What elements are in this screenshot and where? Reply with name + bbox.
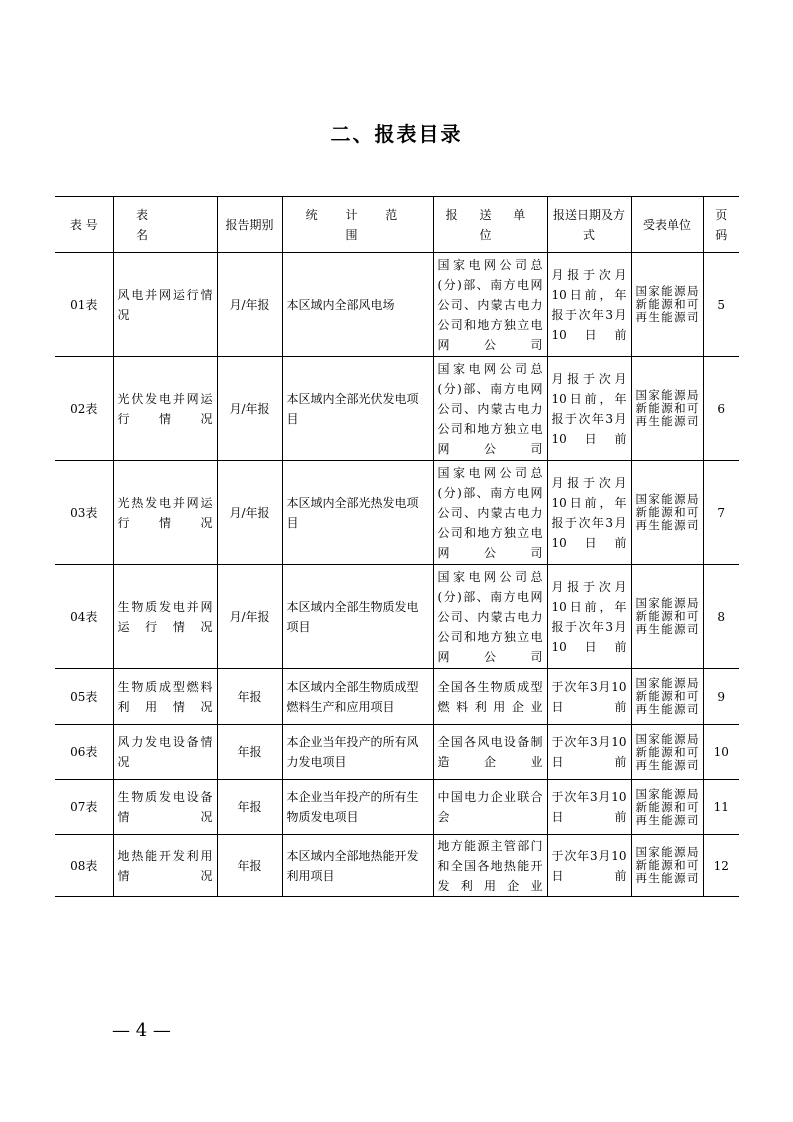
row-scope: 本区域内全部生物质成型燃料生产和应用项目 — [282, 669, 433, 725]
row-name: 风力发电设备情况 — [113, 725, 217, 780]
row-code: 01表 — [70, 297, 98, 312]
page-number: — 4 — — [112, 1020, 171, 1041]
row-name: 生物质发电设备情况 — [113, 780, 217, 835]
row-period: 月/年报 — [217, 253, 282, 357]
row-deadline: 于次年3月10日前 — [547, 780, 631, 835]
header-code: 表 号 — [69, 217, 98, 232]
row-page: 8 — [703, 565, 739, 669]
row-code: 02表 — [70, 401, 98, 416]
row-deadline: 月报于次月10日前，年报于次年3月10日前 — [547, 461, 631, 565]
row-deadline: 于次年3月10日前 — [547, 725, 631, 780]
row-receiver: 国家能源局新能源和可再生能源司 — [631, 357, 703, 461]
row-period: 年报 — [217, 725, 282, 780]
header-reporter: 报 送 单 位 — [433, 197, 547, 253]
header-name: 表 名 — [113, 197, 217, 253]
page-title: 二、报表目录 — [330, 122, 463, 146]
table-row — [55, 565, 739, 669]
row-scope: 本区域内全部生物质发电项目 — [282, 565, 433, 669]
header-page: 页码 — [703, 197, 739, 253]
row-name: 风电并网运行情况 — [113, 253, 217, 357]
row-period: 年报 — [217, 669, 282, 725]
row-reporter: 全国各生物质成型燃料利用企业 — [433, 669, 547, 725]
table-row — [55, 461, 739, 565]
table-row — [55, 780, 739, 835]
row-scope: 本区域内全部风电场 — [282, 253, 433, 357]
row-deadline: 月报于次月10日前，年报于次年3月10日前 — [547, 357, 631, 461]
row-reporter: 全国各风电设备制造企业 — [433, 725, 547, 780]
row-period: 月/年报 — [217, 461, 282, 565]
header-row — [55, 197, 739, 253]
table-row — [55, 253, 739, 357]
row-code: 07表 — [70, 800, 98, 814]
row-deadline: 于次年3月10日前 — [547, 835, 631, 897]
header-deadline: 报送日期及方式 — [547, 197, 631, 253]
row-reporter: 国家电网公司总(分)部、南方电网公司、内蒙古电力公司和地方独立电网公司 — [433, 253, 547, 357]
row-reporter: 国家电网公司总(分)部、南方电网公司、内蒙古电力公司和地方独立电网公司 — [433, 565, 547, 669]
row-receiver: 国家能源局新能源和可再生能源司 — [631, 780, 703, 835]
row-period: 月/年报 — [217, 357, 282, 461]
row-scope: 本区域内全部光热发电项目 — [282, 461, 433, 565]
row-deadline: 月报于次月10日前，年报于次年3月10日前 — [547, 565, 631, 669]
table-row — [55, 835, 739, 897]
table-row — [55, 725, 739, 780]
row-page: 5 — [703, 253, 739, 357]
row-deadline: 于次年3月10日前 — [547, 669, 631, 725]
row-page: 12 — [703, 835, 739, 897]
row-name: 生物质发电并网运行情况 — [113, 565, 217, 669]
row-page: 9 — [703, 669, 739, 725]
table-row — [55, 669, 739, 725]
table-row — [55, 357, 739, 461]
row-reporter: 国家电网公司总(分)部、南方电网公司、内蒙古电力公司和地方独立电网公司 — [433, 461, 547, 565]
row-receiver: 国家能源局新能源和可再生能源司 — [631, 835, 703, 897]
row-period: 年报 — [217, 780, 282, 835]
row-reporter: 中国电力企业联合会 — [433, 780, 547, 835]
row-page: 6 — [703, 357, 739, 461]
row-scope: 本区域内全部光伏发电项目 — [282, 357, 433, 461]
row-name: 光热发电并网运行情况 — [113, 461, 217, 565]
row-deadline: 月报于次月10日前，年报于次年3月10日前 — [547, 253, 631, 357]
row-receiver: 国家能源局新能源和可再生能源司 — [631, 669, 703, 725]
row-receiver: 国家能源局新能源和可再生能源司 — [631, 725, 703, 780]
row-code: 06表 — [70, 745, 98, 759]
header-receiver: 受表单位 — [631, 197, 703, 253]
row-code: 05表 — [70, 689, 98, 704]
row-receiver: 国家能源局新能源和可再生能源司 — [631, 565, 703, 669]
row-scope: 本区域内全部地热能开发利用项目 — [282, 835, 433, 897]
header-period: 报告期别 — [217, 197, 282, 253]
row-code: 03表 — [70, 505, 98, 520]
row-period: 年报 — [217, 835, 282, 897]
row-page: 11 — [703, 780, 739, 835]
row-name: 生物质成型燃料利用情况 — [113, 669, 217, 725]
row-reporter: 地方能源主管部门和全国各地热能开发利用企业 — [433, 835, 547, 897]
row-scope: 本企业当年投产的所有风力发电项目 — [282, 725, 433, 780]
row-period: 月/年报 — [217, 565, 282, 669]
row-receiver: 国家能源局新能源和可再生能源司 — [631, 461, 703, 565]
row-scope: 本企业当年投产的所有生物质发电项目 — [282, 780, 433, 835]
row-reporter: 国家电网公司总(分)部、南方电网公司、内蒙古电力公司和地方独立电网公司 — [433, 357, 547, 461]
report-catalog-table — [55, 196, 739, 897]
row-name: 地热能开发利用情况 — [113, 835, 217, 897]
header-scope: 统 计 范 围 — [282, 197, 433, 253]
row-code: 08表 — [70, 858, 98, 873]
row-page: 10 — [703, 725, 739, 780]
row-receiver: 国家能源局新能源和可再生能源司 — [631, 253, 703, 357]
row-code: 04表 — [70, 609, 98, 624]
row-name: 光伏发电并网运行情况 — [113, 357, 217, 461]
row-page: 7 — [703, 461, 739, 565]
